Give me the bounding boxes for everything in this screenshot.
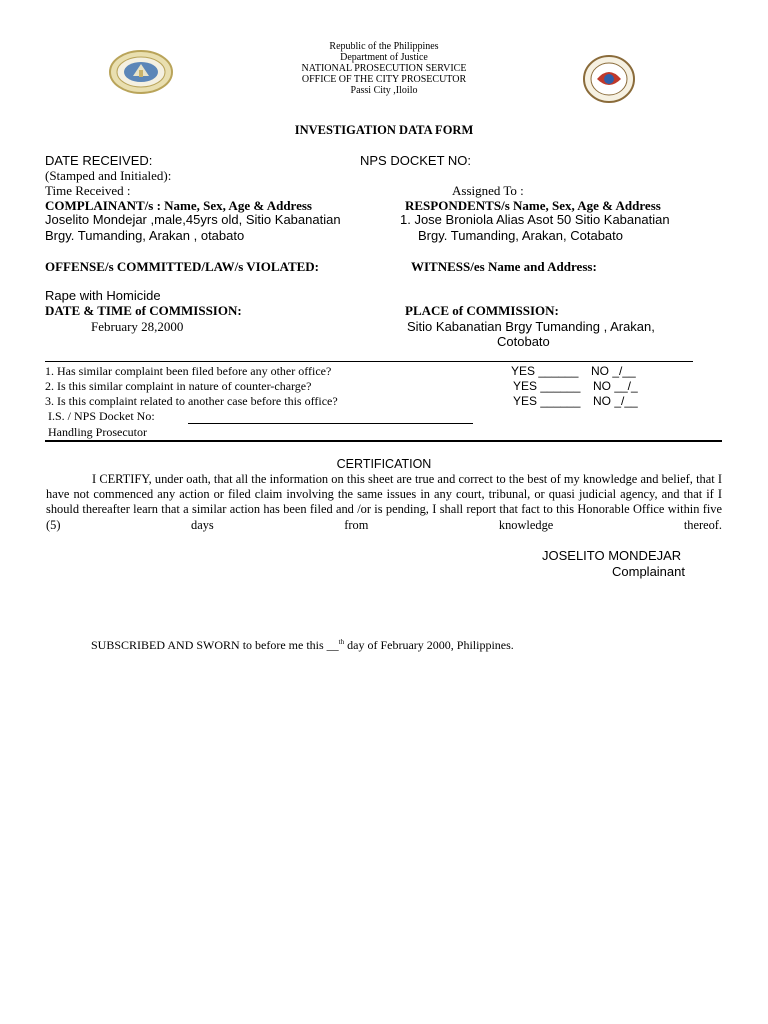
is-nps-docket-label: I.S. / NPS Docket No: [48, 409, 155, 423]
respondent-line-2: Brgy. Tumanding, Arakan, Cotabato [418, 228, 623, 243]
question-2-no: NO __/_ [593, 379, 638, 393]
place-line-2: Cotobato [497, 334, 550, 349]
subscribed-after: day of February 2000, Philippines. [344, 638, 514, 652]
header-office: OFFICE OF THE CITY PROSECUTOR [301, 74, 467, 85]
separator-line [45, 361, 693, 362]
time-received-label: Time Received : [45, 183, 131, 198]
question-3-no: NO _/__ [593, 394, 638, 408]
section-divider [45, 440, 722, 442]
question-2: 2. Is this similar complaint in nature of counter-charge? [45, 379, 312, 393]
form-title: INVESTIGATION DATA FORM [294, 123, 474, 137]
offense-label: OFFENSE/s COMMITTED/LAW/s VIOLATED: [45, 259, 320, 274]
question-1-no: NO _/__ [591, 364, 636, 378]
question-2-yes: YES ______ [513, 379, 581, 393]
question-1: 1. Has similar complaint been filed before any other office? [45, 364, 332, 378]
stamped-label: (Stamped and Initialed): [45, 168, 172, 183]
place-label: PLACE of COMMISSION: [405, 303, 559, 318]
offense-value: Rape with Homicide [45, 288, 161, 303]
handling-prosecutor-label: Handling Prosecutor [48, 425, 147, 439]
nps-docket-label: NPS DOCKET NO: [360, 153, 472, 168]
certification-title: CERTIFICATION [336, 457, 432, 471]
respondents-label: RESPONDENTS/s Name, Sex, Age & Address [405, 198, 661, 213]
question-3: 3. Is this complaint related to another case before this office? [45, 394, 338, 408]
date-received-label: DATE RECEIVED: [45, 153, 153, 168]
header-department: Department of Justice [340, 52, 428, 63]
complainant-line-1: Joselito Mondejar ,male,45yrs old, Sitio Kabanatian [45, 212, 341, 227]
place-line-1: Sitio Kabanatian Brgy Tumanding , Arakan, [407, 319, 655, 334]
question-1-yes: YES ______ [511, 364, 579, 378]
signatory-role: Complainant [612, 564, 685, 579]
header-city: Passi City ,Iloilo [350, 85, 418, 96]
date-value: February 28,2000 [91, 319, 184, 334]
subscribed-statement [91, 638, 514, 653]
respondent-line-1: 1. Jose Broniola Alias Asot 50 Sitio Kabanatian [400, 212, 670, 227]
assigned-to-label: Assigned To : [452, 183, 524, 198]
docket-blank-line [188, 423, 473, 424]
date-time-label: DATE & TIME of COMMISSION: [45, 303, 242, 318]
complainant-line-2: Brgy. Tumanding, Arakan , otabato [45, 228, 245, 243]
complainants-label: COMPLAINANT/s : Name, Sex, Age & Address [45, 198, 312, 213]
signatory-name: JOSELITO MONDEJAR [542, 548, 682, 563]
header-republic: Republic of the Philippines [329, 41, 439, 52]
witness-label: WITNESS/es Name and Address: [411, 259, 597, 274]
subscribed-superscript: th [338, 638, 345, 646]
question-3-yes: YES ______ [513, 394, 581, 408]
header-nps: NATIONAL PROSECUTION SERVICE [301, 63, 467, 74]
subscribed-before: SUBSCRIBED AND SWORN to before me this __ [91, 638, 339, 652]
certification-body: I CERTIFY, under oath, that all the information on this sheet are true and correct to the best of my knowledge and belief, that I have not commenced any action or filed claim involving the same issues in any court, tribunal, or quasi judicial agency, and that if I should thereafter learn that a similar action has been filed and /or is pending, I shall report that fact to this Honorable Office within five (5) days from knowledge thereof. [46, 472, 722, 532]
